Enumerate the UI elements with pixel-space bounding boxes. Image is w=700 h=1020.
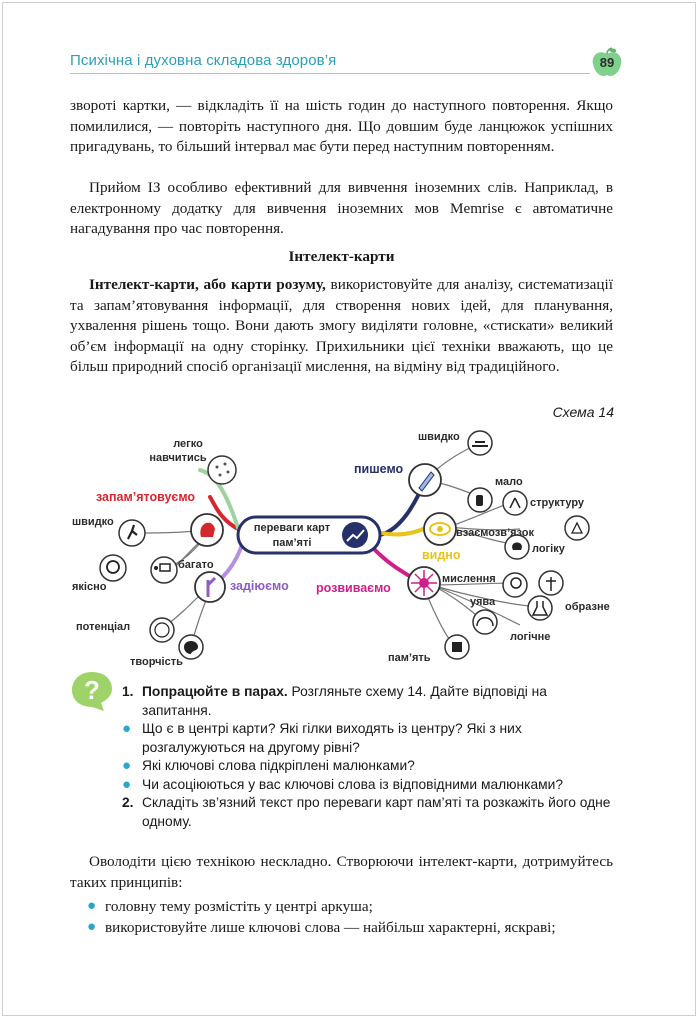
mindmaps-definition: використовуйте для аналізу, систематизації та запам’ятовування інформації, для створення нових ідей, для планування, ухвалення рішень тощо. Вони дають змогу виділяти головне, «стискати» великий об’єм інформації на одну сторінку. Прихильники цієї техніки вважають, що це більш природний спосіб організації мислення, на відміну від традиційного. [70,276,613,375]
label-zapamyatovuyemo: запам’ятовуємо [96,490,196,504]
question-mark-icon [70,670,114,712]
question-bullet-1 [122,720,614,757]
label-rozvyvayemo: розвиваємо [316,581,391,595]
label-yakisno: якісно [72,581,107,593]
principle-text: головну тему розмістіть у центрі аркуша; [105,898,373,915]
label-legko: легко [173,438,203,450]
principle-item-2 [87,918,613,939]
bullet-dot: ● [87,898,97,914]
question-bullet-3 [122,776,614,795]
paragraph-spaced-repetition: Прийом ІЗ особливо ефективний для вивчення іноземних слів. Наприклад, в електронному додатку для вивчення іноземних мов Memrise є автоматичне нагадування про час повторення. [70,179,613,237]
structure-icon [503,491,527,515]
rainbow-icon [473,610,497,634]
question-1-text [142,683,614,720]
paragraph-principles-intro: Оволодіти цією технікою нескладно. Створюючи інтелект-карти, дотримуйтесь таких принципів: [70,853,613,891]
bullet-text: Що є в центрі карти? Які гілки виходять із центру? Які з них розгалужуються на другому рівні? [142,721,522,755]
presenter-icon [151,557,177,583]
running-title: Психічна і духовна складова здоров’я [70,52,337,69]
question-bullet-2 [122,757,614,776]
head-gears-icon [503,573,527,597]
label-logiku: логіку [532,543,565,555]
bullet-dot: ● [122,720,132,737]
bullet-text: Які ключові слова підкріплені малюнками? [142,758,415,773]
label-logichne: логічне [510,631,551,643]
label-vydno: видно [422,548,461,562]
label-vzayemozvyazok: взаємозв’язок [456,527,534,539]
section-heading: Інтелект-карти [288,248,395,265]
bullet-dot: ● [87,919,97,935]
network-people-icon [565,516,589,540]
principle-text: використовуйте лише ключові слова — найбільш характерні, яскраві; [105,919,556,936]
person-pointing-icon [195,572,225,602]
label-bagato: багато [178,559,214,571]
label-potentsial: потенціал [76,621,131,633]
label-struktury: структуру [530,497,585,509]
label-malo: мало [495,476,523,488]
header-rule [70,73,590,74]
label-uyava: уява [470,596,496,608]
label-tvorchist: творчість [130,656,183,668]
question-1 [122,683,614,720]
label-myslennya: мислення [442,573,496,585]
label-zadiyuyemo: задіюємо [230,579,289,593]
bullet-dot: ● [122,775,132,793]
question-2-number: 2. [122,795,134,810]
paragraph-mindmaps [70,275,613,378]
label-pamyat: пам’ять [388,652,431,664]
label-navchytys: навчитись [149,452,207,464]
label-shvydko-left: швидко [72,516,114,528]
label-shvydko-right: швидко [418,431,460,443]
question-2-text: Складіть зв’язний текст про переваги карт пам’яті та розкажіть його одне одному. [142,795,611,829]
label-pyshemo: пишемо [354,462,404,476]
svg-text:?: ? [84,675,100,705]
growth-chart-icon [342,522,368,548]
question-1-rest: Розгляньте схему 14. Дайте відповіді на запитання. [142,684,547,718]
flask-icon [528,596,552,620]
mindmaps-term: Інтелект-карти, або карти розуму, [89,276,326,293]
question-1-number: 1. [122,684,134,699]
sparkles-icon [208,456,236,484]
mindmap-diagram [70,425,615,670]
quality-medal-icon [100,555,126,581]
page-number: 89 [599,55,615,70]
clock-24-icon [150,618,174,642]
bullet-dot: ● [122,757,132,774]
center-line-1: переваги карт [253,522,331,534]
principle-item-1 [87,897,613,918]
paragraph-continuation: звороті картки, — відкладіть її на шість годин до наступного повторення. Якщо помилилися, — повторіть наступного дня. Що довшим буде ланцюжок успішних пригадувань, то більший інтервал має бути перед наступним повторенням. [70,97,613,155]
center-line-2: пам’яті [272,537,312,549]
question-2 [122,794,614,831]
questions-block [122,683,614,831]
question-1-bold: Попрацюйте в парах. [142,684,288,699]
bullet-text: Чи асоціюються у вас ключові слова із відповідними малюнками? [142,776,564,792]
label-obrazne: образне [565,601,610,613]
scheme-label: Схема 14 [552,404,614,420]
